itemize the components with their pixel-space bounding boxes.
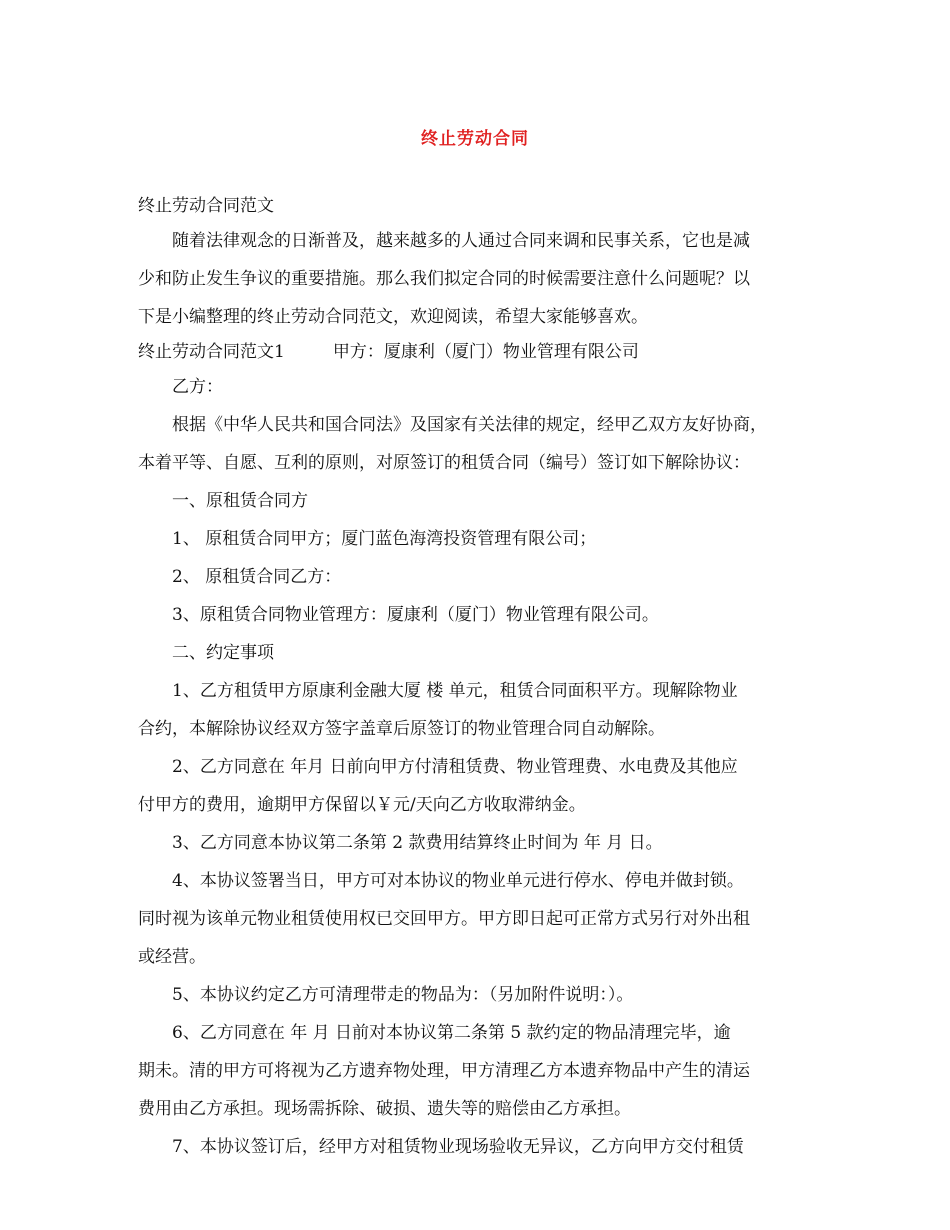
section1-item: 2、 原租赁合同乙方： [172, 567, 342, 587]
section2-line: 期未。清的甲方可将视为乙方遗弃物处理，甲方清理乙方本遗弃物品中产生的清运 [138, 1061, 750, 1081]
section2-line: 1、乙方租赁甲方原康利金融大厦 楼 单元，租赁合同面积平方。现解除物业 [172, 681, 738, 701]
section2-line: 或经营。 [138, 947, 206, 967]
section2-line: 付甲方的费用，逾期甲方保留以￥元/天向乙方收取滞纳金。 [138, 795, 586, 815]
party-a: 甲方：厦康利（厦门）物业管理有限公司 [332, 342, 639, 362]
section2-item [138, 672, 818, 748]
section2-item [138, 1128, 818, 1166]
party-b: 乙方： [172, 377, 223, 397]
preamble-line: 本着平等、自愿、互利的原则，对原签订的租赁合同（编号）签订如下解除协议： [138, 453, 750, 473]
section2-item [138, 824, 818, 862]
document-heading: 终止劳动合同范文 [138, 196, 274, 216]
section2-item [138, 976, 818, 1014]
preamble-paragraph [138, 406, 818, 482]
intro-line: 少和防止发生争议的重要措施。那么我们拟定合同的时候需要注意什么问题呢？以 [138, 269, 750, 289]
section2-line: 合约，本解除协议经双方签字盖章后原签订的物业管理合同自动解除。 [138, 719, 665, 739]
document-title: 终止劳动合同 [421, 129, 529, 149]
section2-item [138, 862, 818, 976]
section2-title: 二、约定事项 [172, 643, 274, 663]
section2-item [138, 1014, 818, 1128]
section2-line: 同时视为该单元物业租赁使用权已交回甲方。甲方即日起可正常方式另行对外出租 [138, 909, 750, 929]
sample-header-line [138, 336, 818, 368]
intro-paragraph [138, 222, 818, 336]
sample-label: 终止劳动合同范文1 [138, 342, 285, 362]
section1-item: 1、 原租赁合同甲方；厦门蓝色海湾投资管理有限公司； [172, 529, 597, 549]
intro-line: 随着法律观念的日渐普及，越来越多的人通过合同来调和民事关系，它也是减 [172, 231, 750, 251]
intro-line: 下是小编整理的终止劳动合同范文，欢迎阅读，希望大家能够喜欢。 [138, 307, 648, 327]
document-body [138, 190, 818, 1166]
section2-line: 7、本协议签订后，经甲方对租赁物业现场验收无异议，乙方向甲方交付租赁 [172, 1137, 744, 1157]
section2-line: 4、本协议签署当日，甲方可对本协议的物业单元进行停水、停电并做封锁。 [172, 871, 744, 891]
section1-item: 3、原租赁合同物业管理方：厦康利（厦门）物业管理有限公司。 [172, 605, 659, 625]
section2-line: 6、乙方同意在 年 月 日前对本协议第二条第 5 款约定的物品清理完毕，逾 [172, 1023, 731, 1043]
section2-line: 5、本协议约定乙方可清理带走的物品为：（另加附件说明：）。 [172, 985, 634, 1005]
section2-item [138, 748, 818, 824]
section2-line: 费用由乙方承担。现场需拆除、破损、遗失等的赔偿由乙方承担。 [138, 1099, 631, 1119]
section2-line: 2、乙方同意在 年月 日前向甲方付清租赁费、物业管理费、水电费及其他应 [172, 757, 738, 777]
section2-line: 3、乙方同意本协议第二条第 2 款费用结算终止时间为 年 月 日。 [172, 833, 663, 853]
preamble-line: 根据《中华人民共和国合同法》及国家有关法律的规定，经甲乙双方友好协商， [172, 415, 767, 435]
section1-title: 一、原租赁合同方 [172, 491, 308, 511]
